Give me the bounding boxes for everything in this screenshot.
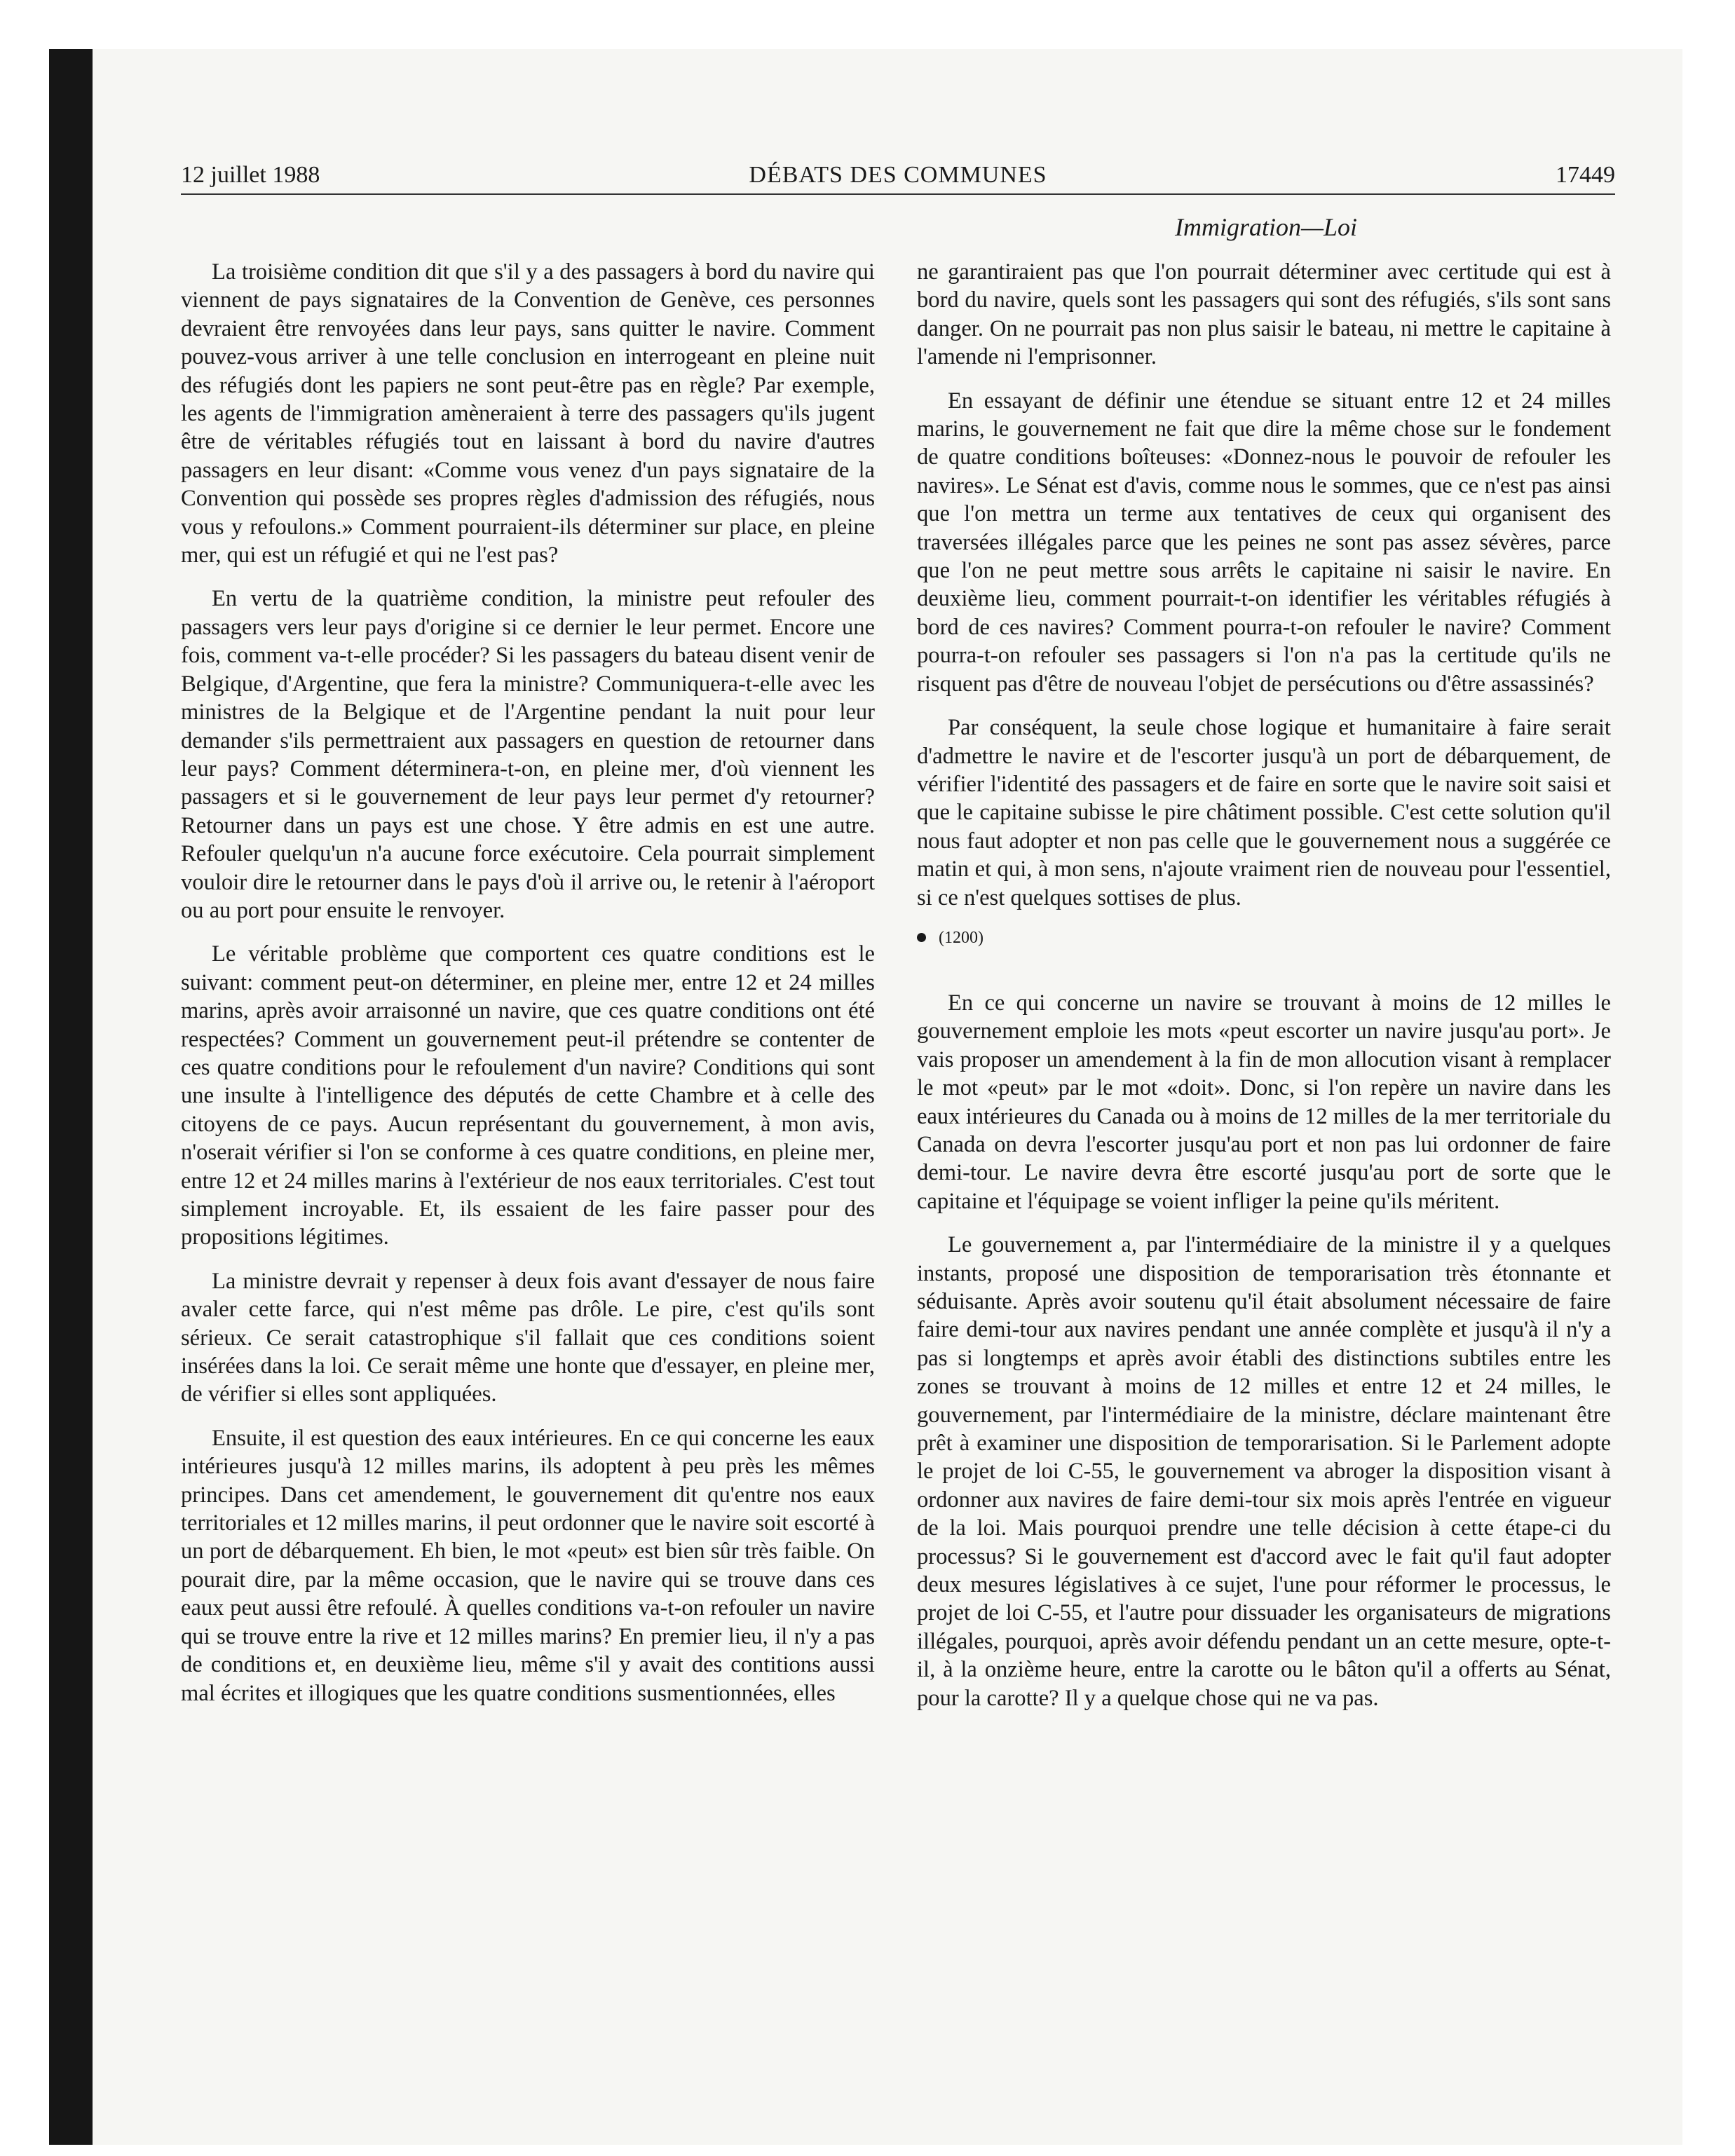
paragraph: La ministre devrait y repenser à deux fois avant d'essayer de nous faire avaler cette farce, qui n'est même pas drôle. Le pire, c'est qu'ils sont sérieux. Ce serait catastrophique s'il fallait que ces conditions soient insérées dans la loi. Ce serait même une honte que d'essayer, en pleine mer, de vérifier si elles sont appliquées. (181, 1268, 875, 1407)
paragraph: Le véritable problème que comportent ces quatre conditions est le suivant: comment peut-on déterminer, en pleine mer, entre 12 et 24 milles marins, après avoir arraisonné un navire, que ces quatre conditions ont été respectées? Comment un gouvernement peut-il prétendre se contenter de ces quatre conditions pour le refoulement d'un navire? Conditions qui sont une insulte à l'intelligence des députés de cette Chambre et à celle des citoyens de ce pays. Aucun représentant du gouvernement, à mon avis, n'oserait vérifier si l'on se conforme à ces quatre conditions, en pleine mer, entre 12 et 24 milles marins à l'extérieur de nos eaux territoriales. C'est tout simplement incroyable. Et, ils essaient de les faire passer pour des propositions légitimes. (181, 941, 875, 1250)
right-column (917, 258, 1611, 1728)
time-marker (917, 927, 1611, 948)
paragraph-continued: ne garantiraient pas que l'on pourrait déterminer avec certitude qui est à bord du navire, quels sont les passagers qui sont des réfugiés, s'ils sont sans danger. On ne pourrait pas non plus saisir le bateau, ni mettre le capitaine à l'amende ni l'emprisonner. (917, 259, 1611, 370)
paragraph: La troisième condition dit que s'il y a des passagers à bord du navire qui viennent de pays signataires de la Convention de Genève, ces personnes devraient être renvoyées dans leur pays, sans quitter le navire. Comment pouvez-vous arriver à une telle conclusion en interrogeant en pleine nuit des réfugiés dont les papiers ne sont peut-être pas en règle? Par exemple, les agents de l'immigration amèneraient à terre des passagers qu'ils jugent être de véritables réfugiés tout en laissant à bord du navire d'autres passagers en leur disant: «Comme vous venez d'un pays signataire de la Convention qui possède ses propres règles d'admission des réfugiés, nous vous y refoulons.» Comment pourraient-ils déterminer sur place, en pleine mer, qui est un réfugié et qui ne l'est pas? (181, 259, 875, 568)
paragraph: En essayant de définir une étendue se situant entre 12 et 24 milles marins, le gouvernement ne fait que dire la même chose sur le fondement de quatre conditions boîteuses: «Donnez-nous le pouvoir de refouler les navires». Le Sénat est d'avis, comme nous le sommes, que ce n'est pas ainsi que l'on mettra un terme aux tentatives de ceux qui organisent des traversées illégales parce que les peines ne sont pas assez sévères, parce que l'on ne peut mettre sous arrêts le capitaine ni saisir le navire. En deuxième lieu, comment pourrait-t-on identifier les véritables réfugiés à bord de ces navires? Comment pourra-t-on refouler le navire? Comment pourra-t-on refouler ses passagers si l'on n'a pas la certitude qu'ils ne risquent pas d'être de nouveau l'objet de persécutions ou d'être assassinés? (917, 388, 1611, 697)
header-date: 12 juillet 1988 (181, 162, 320, 188)
paragraph: En ce qui concerne un navire se trouvant à moins de 12 milles le gouvernement emploie les mots «peut escorter un navire jusqu'au port». Je vais proposer un amendement à la fin de mon allocution visant à remplacer le mot «peut» par le mot «doit». Donc, si l'on repère un navire dans les eaux intérieures du Canada ou à moins de 12 milles de la mer territoriale du Canada on devra l'escorter jusqu'au port et non pas lui ordonner de faire demi-tour. Le navire devra être escorté jusqu'au port de sorte que le capitaine et l'équipage se voient infliger la peine qu'ils méritent. (917, 990, 1611, 1214)
scan-edge-shadow (49, 49, 93, 2145)
publication-title: DÉBATS DES COMMUNES (749, 162, 1047, 188)
page-number: 17449 (1556, 162, 1615, 188)
paragraph: Ensuite, il est question des eaux intérieures. En ce qui concerne les eaux intérieures jusqu'à 12 milles marins, ils adoptent à peu près les mêmes principes. Dans cet amendement, le gouvernement dit qu'entre nos eaux territoriales et 12 milles marins, il peut ordonner que le navire soit escorté à un port de débarquement. Eh bien, le mot «peut» est bien sûr très faible. On pourait dire, par la même occasion, que le navire qui se trouve dans ces eaux peut aussi être refoulé. À quelles conditions va-t-on refouler un navire qui se trouve entre la rive et 12 milles marins? En premier lieu, il n'y a pas de conditions et, en deuxième lieu, même s'il y avait des contitions aussi mal écrites et illogiques que les quatre conditions susmentionnées, elles (181, 1425, 875, 1706)
time-marker-label: (1200) (939, 928, 984, 947)
left-column (181, 258, 875, 1723)
section-title: Immigration—Loi (1174, 213, 1358, 241)
page-header (181, 160, 1615, 195)
bullet-dot-icon (917, 933, 926, 942)
paragraph: En vertu de la quatrième condition, la ministre peut refouler des passagers vers leur pays d'origine si ce dernier le leur permet. Encore une fois, comment va-t-elle procéder? Si les passagers du bateau disent venir de Belgique, d'Argentine, que fera la ministre? Communiquera-t-elle avec les ministres de la Belgique et de l'Argentine pendant la nuit pour leur demander s'ils permettraient aux passagers en question de retourner dans leur pays? Comment déterminera-t-on, en pleine mer, d'où viennent les passagers et si le gouvernement de leur pays leur permet d'y retourner? Retourner dans un pays est une chose. Y être admis en est une autre. Refouler quelqu'un n'a aucune force exécutoire. Cela pourrait simplement vouloir dire le retourner dans le pays d'où il arrive ou, le retenir à l'aéroport ou au port pour ensuite le renvoyer. (181, 586, 875, 923)
paragraph: Par conséquent, la seule chose logique et humanitaire à faire serait d'admettre le navire et de l'escorter jusqu'à un port de débarquement, de vérifier l'identité des passagers et de faire en sorte que le navire soit saisi et que le capitaine subisse le pire châtiment possible. C'est cette solution qu'il nous faut adopter et non pas celle que le gouvernement nous a suggérée ce matin et qui, à mon sens, n'ajoute vraiment rien de nouveau pour l'essentiel, si ce n'est quelques sottises de plus. (917, 715, 1611, 910)
paragraph: Le gouvernement a, par l'intermédiaire de la ministre il y a quelques instants, proposé une disposition de temporarisation très étonnante et séduisante. Après avoir soutenu qu'il était absolument nécessaire de faire faire demi-tour aux navires pendant une année complète et jusqu'à il n'y a pas si longtemps et après avoir établi des distinctions subtiles entre les zones se trouvant à moins de 12 milles et entre 12 et 24 milles, le gouvernement, par l'intermédiaire de la ministre, déclare maintenant être prêt à examiner une disposition de temporarisation. Si le Parlement adopte le projet de loi C-55, le gouvernement va abroger la disposition visant à ordonner aux navires de faire demi-tour six mois après l'entrée en vigueur de la loi. Mais pourquoi prendre une telle décision à cette étape-ci du processus? Si le gouvernement est d'accord avec le fait qu'il faut adopter deux mesures législatives à ce sujet, l'une pour réformer le processus, le projet de loi C-55, et l'autre pour dissuader les organisateurs de migrations illégales, pourquoi, après avoir défendu pendant un an cette mesure, opte-t-il, à la onzième heure, entre la carotte ou le bâton qu'il a offerts au Sénat, pour la carotte? Il y a quelque chose qui ne va pas. (917, 1232, 1611, 1711)
